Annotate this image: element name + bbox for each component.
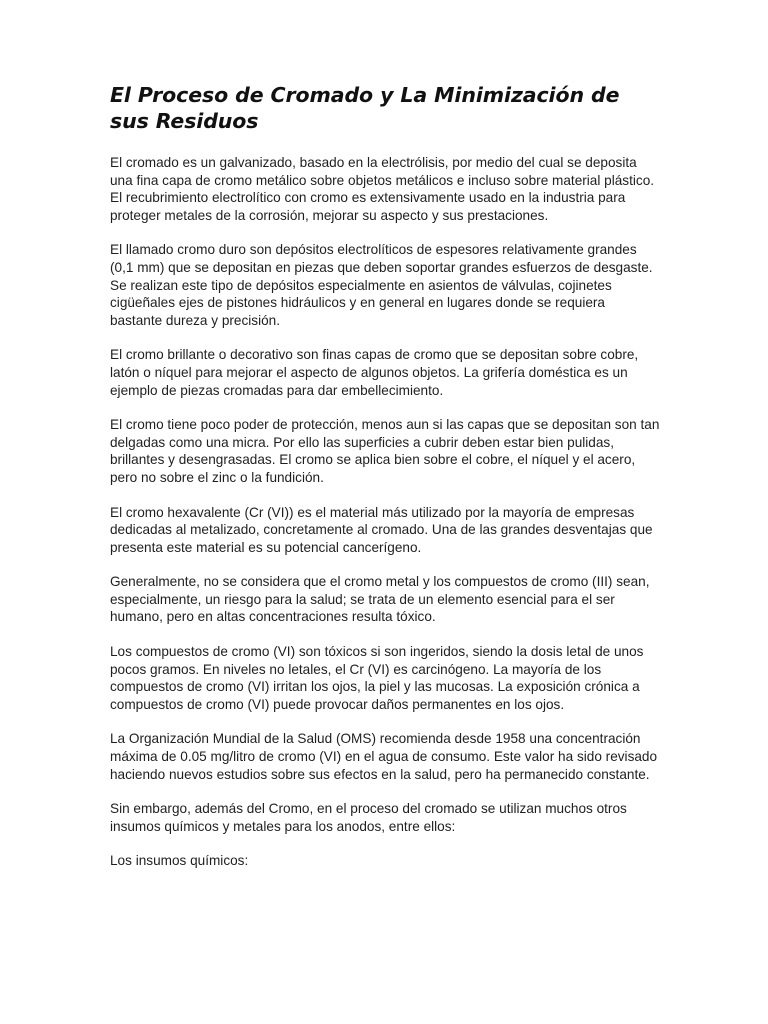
paragraph-toxicidad: Los compuestos de cromo (VI) son tóxicos si son ingeridos, siendo la dosis letal de unos pocos gramos. En niveles no letales, el Cr (VI) es carcinógeno. La mayoría de los compuestos de cromo (VI) irritan los ojos, la piel y las mucosas. La exposición crónica a compuestos de cromo (VI) puede provocar daños permanentes en los ojos. [110,644,644,712]
paragraph-cromo-brillante: El cromo brillante o decorativo son finas capas de cromo que se depositan sobre cobre, latón o níquel para mejorar el aspecto de algunos objetos. La grifería doméstica es un ejemplo de piezas cromadas para dar embellecimiento. [110,347,639,398]
paragraph-cromo-hexavalente: El cromo hexavalente (Cr (VI)) es el material más utilizado por la mayoría de empresas dedicadas al metalizado, concretamente al cromado. Una de las grandes desventajas que presenta este material es su potencial cancerígeno. [110,504,653,555]
paragraph-cromado-definicion: El cromado es un galvanizado, basado en la electrólisis, por medio del cual se deposita una fina capa de cromo metálico sobre objetos metálicos e incluso sobre material plástico. El recubrimiento electrolítico con cromo es extensivamente usado en la industria para proteger metales de la corrosión, mejorar su aspecto y sus prestaciones. [110,155,655,223]
paragraph-oms: La Organización Mundial de la Salud (OMS) recomienda desde 1958 una concentración máxima de 0.05 mg/litro de cromo (VI) en el agua de consumo. Este valor ha sido revisado haciendo nuevos estudios sobre sus efectos en la salud, pero ha permanecido constante. [110,731,658,782]
paragraph-poder-proteccion: El cromo tiene poco poder de protección, menos aun si las capas que se depositan son tan delgadas como una micra. Por ello las superficies a cubrir deben estar bien pulidas, brillantes y desengrasadas. El cromo se aplica bien sobre el cobre, el níquel y el acero, pero no sobre el zinc o la fundición. [110,417,660,485]
document-title: El Proceso de Cromado y La Minimización de sus Residuos [110,83,620,133]
paragraph-cromo-duro: El llamado cromo duro son depósitos electrolíticos de espesores relativamente grandes (0,1 mm) que se depositan en piezas que deben soportar grandes esfuerzos de desgaste. Se realizan este tipo de depósitos especialmente en asientos de válvulas, cojinetes cigüeñales ejes de pistones hidráulicos y en general en lugares donde se requiera bastante dureza y precisión. [110,242,653,328]
document-body [110,82,660,887]
paragraph-riesgo-salud: Generalmente, no se considera que el cromo metal y los compuestos de cromo (III) sean, especialmente, un riesgo para la salud; se trata de un elemento esencial para el ser humano, pero en altas concentraciones resulta tóxico. [110,574,650,625]
paragraph-insumos-quimicos: Los insumos químicos: [110,853,249,869]
paragraph-otros-insumos: Sin embargo, además del Cromo, en el proceso del cromado se utilizan muchos otros insumos químicos y metales para los anodos, entre ellos: [110,801,627,834]
